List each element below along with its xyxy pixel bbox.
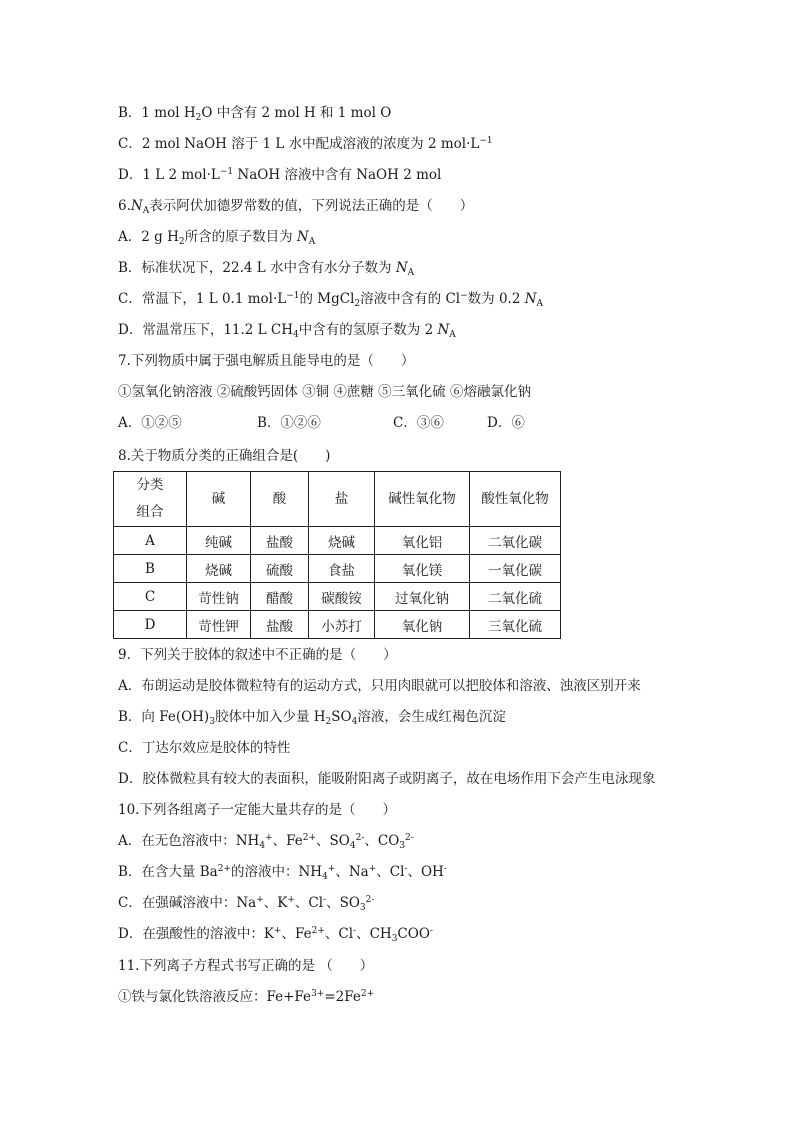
- q7-items: ①氢氧化钠溶液 ②硫酸钙固体 ③铜 ④蔗糖 ⑤三氧化硫 ⑥熔融氯化钠: [118, 384, 531, 400]
- q7-option-b: B．①②⑥: [257, 415, 321, 431]
- q7-option-c: C．③⑥: [393, 415, 444, 431]
- table-cell: 二氧化硫: [470, 583, 561, 611]
- table-cell: 苛性钾: [187, 611, 251, 639]
- table-header-cell: 分类组合: [114, 472, 187, 527]
- q10-stem: 10.下列各组离子一定能大量共存的是（ ）: [118, 802, 396, 818]
- table-cell: C: [114, 583, 187, 611]
- q9-option-b: B．向 $Fe(OH)_3$胶体中加入少量 $H_2SO_4$溶液，会生成红褐色沉淀: [118, 709, 506, 727]
- table-cell: B: [114, 555, 187, 583]
- table-cell: 硫酸: [251, 555, 309, 583]
- q6-option-d: D．常温常压下，11.2 L $CH_4$中含有的氢原子数为 2 $N_A$: [118, 322, 456, 340]
- table-cell: 烧碱: [309, 527, 375, 555]
- table-row: [114, 555, 561, 583]
- q7-option-a: A．①②⑤: [118, 415, 182, 431]
- q10-option-d: D．在强酸性的溶液中：K+、$Fe^{2+}$、Cl-、$CH_3COO^-$: [118, 926, 433, 944]
- table-cell: 食盐: [309, 555, 375, 583]
- table-header-cell: 碱: [187, 472, 251, 527]
- classification-table: [113, 471, 561, 639]
- table-cell: 三氧化硫: [470, 611, 561, 639]
- q10-option-b: B．在含大量 $Ba^{2+}$的溶液中：$NH_4^+$、Na+、Cl-、OH-: [118, 864, 447, 882]
- q7-options: [118, 414, 525, 432]
- q10-option-a: A．在无色溶液中：$NH_4^+$、$Fe^{2+}$、$SO_4^{2-}$、$CO_3^{2-}$: [118, 833, 414, 851]
- q7-stem: 7.下列物质中属于强电解质且能导电的是（ ）: [118, 353, 415, 369]
- table-cell: 氧化镁: [375, 555, 470, 583]
- q8-stem: 8.关于物质分类的正确组合是( ): [118, 448, 331, 464]
- table-cell: 小苏打: [309, 611, 375, 639]
- q11-stem: 11.下列离子方程式书写正确的是 （ ）: [118, 958, 374, 974]
- q6-stem: $6.N_A$表示阿伏加德罗常数的值，下列说法正确的是（ ）: [118, 198, 474, 216]
- q6-option-b: B．标准状况下，22.4 L 水中含有水分子数为 $N_A$: [118, 260, 415, 278]
- q5-option-c: C．2 mol NaOH 溶于 1 L 水中配成溶液的浓度为 2 $mol\cdot L^{-1}$: [118, 136, 493, 152]
- q9-option-d: D．胶体微粒具有较大的表面积，能吸附阳离子或阴离子，故在电场作用下会产生电泳现象: [118, 771, 656, 787]
- table-cell: 氧化钠: [375, 611, 470, 639]
- table-cell: 碳酸铵: [309, 583, 375, 611]
- table-cell: 氧化铝: [375, 527, 470, 555]
- table-header-cell: 酸: [251, 472, 309, 527]
- table-header-cell: 酸性氧化物: [470, 472, 561, 527]
- table-header-row: [114, 472, 561, 527]
- q10-option-c: C．在强碱溶液中：Na+、K+、Cl-、$SO_3^{2-}$: [118, 895, 375, 913]
- table-cell: 醋酸: [251, 583, 309, 611]
- q6-option-a: A．2 g $H_2$所含的原子数目为 $N_A$: [118, 229, 316, 247]
- table-cell: 过氧化钠: [375, 583, 470, 611]
- table-header-cell: 盐: [309, 472, 375, 527]
- table-cell: 盐酸: [251, 611, 309, 639]
- q5-option-d: D．1 L 2 $mol\cdot L^{-1}$ NaOH 溶液中含有 NaOH 2 mol: [118, 167, 442, 183]
- table-cell: 一氧化碳: [470, 555, 561, 583]
- table-cell: 盐酸: [251, 527, 309, 555]
- q9-option-c: C．丁达尔效应是胶体的特性: [118, 740, 291, 756]
- table-cell: D: [114, 611, 187, 639]
- table-header-cell: 碱性氧化物: [375, 472, 470, 527]
- table-cell: 二氧化碳: [470, 527, 561, 555]
- table-cell: 苛性钠: [187, 583, 251, 611]
- q11-item-1: ①铁与氯化铁溶液反应：$Fe+Fe^{3+}=2Fe^{2+}$: [118, 989, 375, 1005]
- table-cell: 烧碱: [187, 555, 251, 583]
- table-row: [114, 583, 561, 611]
- q9-stem: 9．下列关于胶体的叙述中不正确的是（ ）: [118, 647, 397, 663]
- table-cell: 纯碱: [187, 527, 251, 555]
- table-row: [114, 527, 561, 555]
- table-cell: A: [114, 527, 187, 555]
- q6-option-c: C．常温下，1 L 0.1 $mol\cdot L^{-1}$的 MgCl$_2$溶液中含有的 Cl−数为 0.2 $N_A$: [118, 291, 544, 309]
- table-row: [114, 611, 561, 639]
- q5-option-b: B．1 mol $H_2O$ 中含有 2 mol H 和 1 mol O: [118, 105, 392, 123]
- q9-option-a: A．布朗运动是胶体微粒特有的运动方式，只用肉眼就可以把胶体和溶液、浊液区别开来: [118, 678, 641, 694]
- q7-option-d: D．⑥: [487, 415, 525, 431]
